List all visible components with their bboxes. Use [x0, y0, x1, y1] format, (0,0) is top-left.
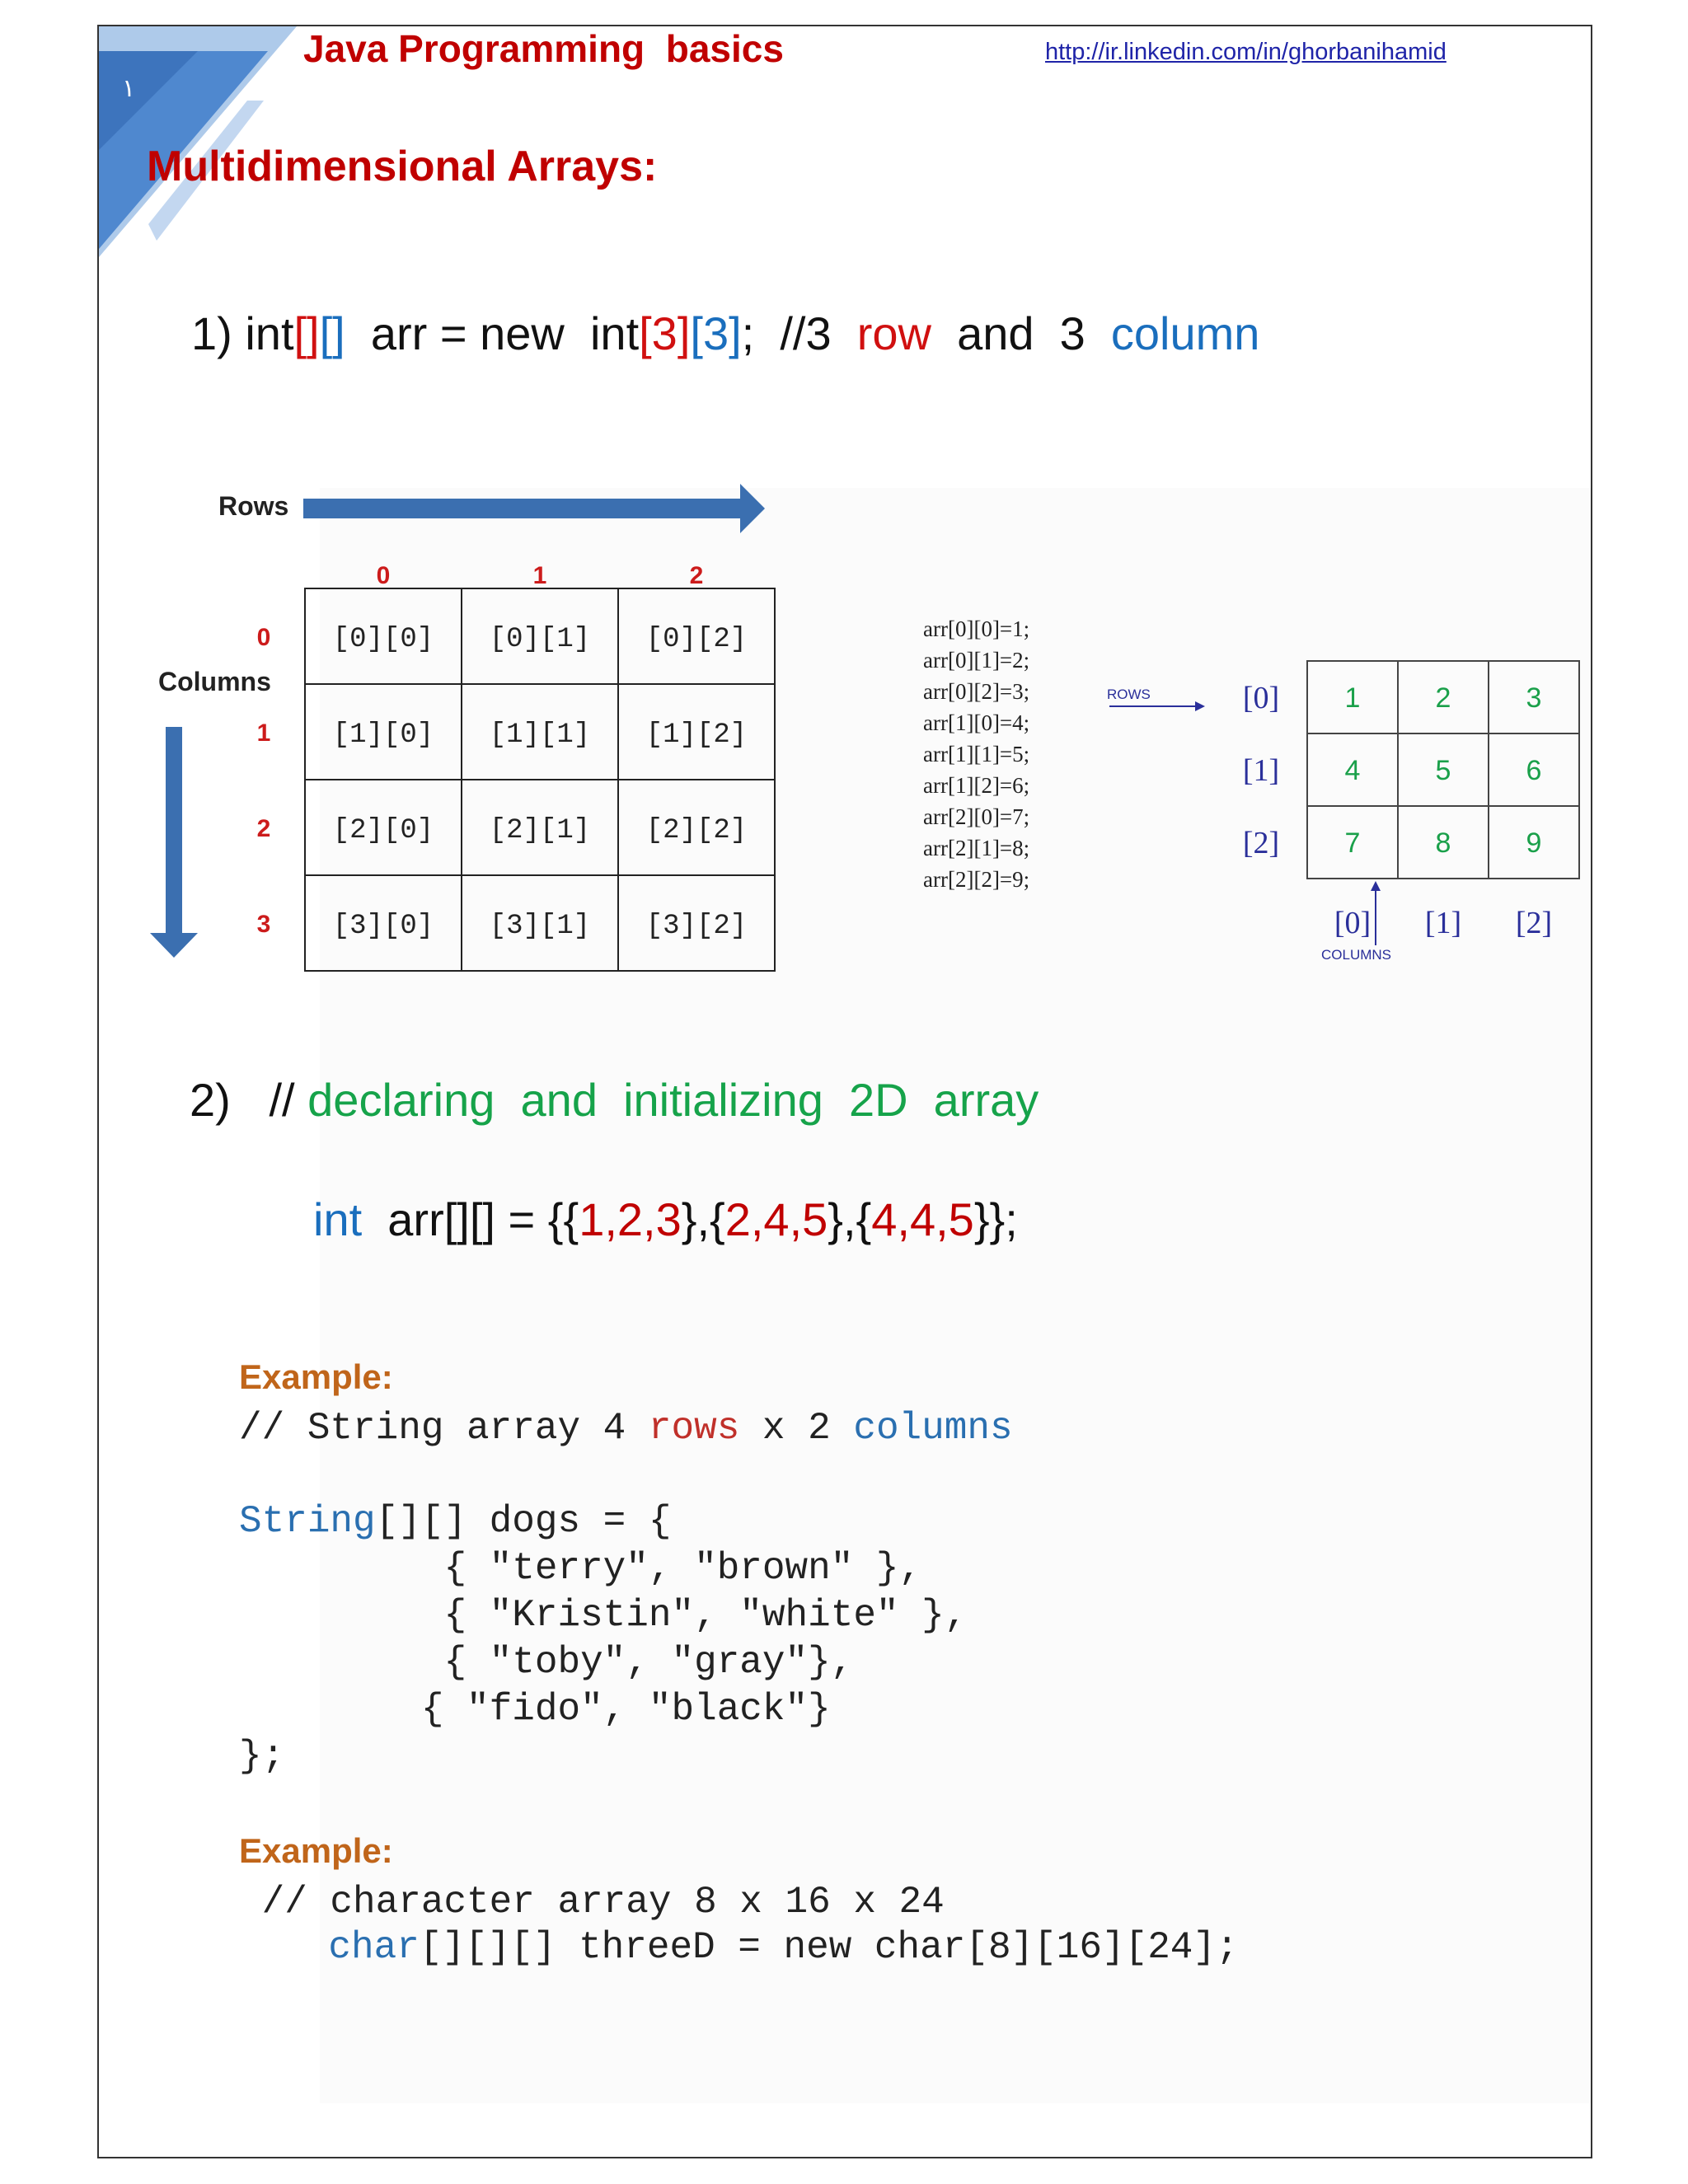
example-1-line-3: { "toby", "gray"},: [239, 1641, 854, 1684]
col-header: 2: [689, 562, 704, 589]
row-header: 1: [256, 719, 271, 747]
assignment-line: arr[2][0]=7;: [923, 804, 1030, 829]
group-2: 2,4,5: [724, 1193, 828, 1245]
decl1-bracket-1: []: [293, 307, 320, 359]
col-header: 0: [376, 562, 391, 589]
cell-index: [1][0]: [332, 719, 434, 751]
col-index-label: [2]: [1515, 906, 1553, 940]
decl1-dim-1: [3]: [639, 307, 691, 359]
example-1-comment: [239, 1407, 1013, 1450]
rows-label: Rows: [218, 491, 289, 521]
page-number: ١: [122, 74, 136, 103]
cell-value: 4: [1344, 755, 1361, 786]
columns-label: Columns: [158, 667, 271, 696]
declaration-line-1: [191, 307, 1259, 360]
rows-small-label: ROWS: [1107, 687, 1151, 702]
example-1-declaration: [239, 1500, 672, 1543]
ex1-decl: [][] dogs = {: [375, 1500, 672, 1543]
col-header: 1: [532, 562, 547, 589]
cell-value: 3: [1526, 682, 1542, 714]
cell-index: [3][0]: [332, 911, 434, 942]
row-header: 0: [256, 624, 271, 651]
col-index-label: [1]: [1424, 906, 1462, 940]
group-1: 1,2,3: [579, 1193, 682, 1245]
cell-index: [0][2]: [645, 624, 748, 655]
cell-index: [1][1]: [489, 719, 591, 751]
assignment-diagram: [923, 620, 1592, 982]
row-index-label: [2]: [1242, 826, 1280, 860]
assignment-line: arr[1][1]=5;: [923, 742, 1030, 766]
row-header: 3: [256, 911, 271, 938]
cell-value: 9: [1526, 827, 1542, 859]
cell-index: [0][0]: [332, 624, 434, 655]
page-heading: Multidimensional Arrays:: [147, 143, 658, 190]
rows-small-arrowhead: [1195, 701, 1205, 711]
decl1-bracket-2: []: [319, 307, 345, 359]
assignment-line: arr[1][2]=6;: [923, 773, 1030, 798]
example-1-close: };: [239, 1735, 285, 1778]
char-keyword: char: [328, 1926, 420, 1969]
decl1-column-word: column: [1110, 307, 1260, 359]
example-2-declaration: [237, 1926, 1239, 1969]
header-link[interactable]: http://ir.linkedin.com/in/ghorbanihamid: [1045, 39, 1447, 65]
comment-text: declaring and initializing 2D array: [307, 1074, 1039, 1126]
cell-value: 8: [1435, 827, 1451, 859]
init-line: [313, 1193, 1018, 1246]
example-1-line-1: { "terry", "brown" },: [239, 1547, 922, 1590]
assignment-line: arr[0][0]=1;: [923, 620, 1030, 641]
row-header: 2: [256, 815, 271, 842]
ex1-comment-a: // String array 4: [239, 1407, 649, 1450]
ex1-comment-cols: columns: [853, 1407, 1013, 1450]
assignment-line: arr[0][2]=3;: [923, 679, 1030, 704]
cell-value: 7: [1344, 827, 1361, 859]
cell-index: [2][0]: [332, 815, 434, 846]
row-index-label: [1]: [1242, 753, 1280, 788]
example-1-line-4: { "fido", "black"}: [239, 1688, 831, 1731]
cell-index: [2][2]: [645, 815, 748, 846]
init-end: }};: [973, 1193, 1018, 1245]
decl1-dim-2: [3]: [690, 307, 742, 359]
sep-1: },{: [681, 1193, 725, 1245]
assignment-line: arr[1][0]=4;: [923, 710, 1030, 735]
decl1-row-word: row: [856, 307, 931, 359]
cell-index: [0][1]: [489, 624, 591, 655]
columns-small-arrowhead: [1371, 881, 1381, 891]
cell-value: 5: [1435, 755, 1451, 786]
slide-frame: [97, 25, 1592, 2158]
cell-value: 6: [1526, 755, 1542, 786]
int-keyword: int: [313, 1193, 363, 1245]
ex1-comment-rows: rows: [648, 1407, 740, 1450]
cell-value: 2: [1435, 682, 1451, 714]
decl1-and: and 3: [931, 307, 1111, 359]
col-index-label: [0]: [1334, 906, 1372, 940]
assignment-line: arr[2][1]=8;: [923, 836, 1030, 860]
rows-arrow: [303, 484, 765, 533]
example-2-comment: // character array 8 x 16 x 24: [239, 1881, 945, 1924]
cell-index: [3][1]: [489, 911, 591, 942]
decl1-mid: arr = new int: [345, 307, 640, 359]
arr-decl: arr[][] = {{: [362, 1193, 579, 1245]
decl1-tail: ; //3: [741, 307, 857, 359]
columns-arrow: [150, 727, 198, 958]
ex1-comment-b: x 2: [739, 1407, 854, 1450]
sep-2: },{: [828, 1193, 872, 1245]
example-2-label: Example:: [239, 1831, 393, 1870]
cell-value: 1: [1344, 682, 1361, 714]
example-1-line-2: { "Kristin", "white" },: [239, 1594, 968, 1637]
rows-columns-diagram: [99, 471, 841, 1015]
ex2-indent: [237, 1926, 328, 1969]
group-3: 4,4,5: [871, 1193, 974, 1245]
cell-index: [2][1]: [489, 815, 591, 846]
assignment-line: arr[0][1]=2;: [923, 648, 1030, 673]
header-title: Java Programming basics: [303, 27, 784, 70]
columns-small-label: COLUMNS: [1321, 947, 1392, 963]
string-keyword: String: [239, 1500, 376, 1543]
ex2-decl: [][][] threeD = new char[8][16][24];: [419, 1926, 1239, 1969]
declaration-line-2: [190, 1073, 1039, 1127]
comment-prefix: 2) //: [190, 1074, 308, 1126]
assignment-line: arr[2][2]=9;: [923, 867, 1030, 892]
cell-index: [3][2]: [645, 911, 748, 942]
cell-index: [1][2]: [645, 719, 748, 751]
example-1-label: Example:: [239, 1357, 393, 1396]
decl1-prefix: 1) int: [191, 307, 294, 359]
row-index-label: [0]: [1242, 681, 1280, 715]
